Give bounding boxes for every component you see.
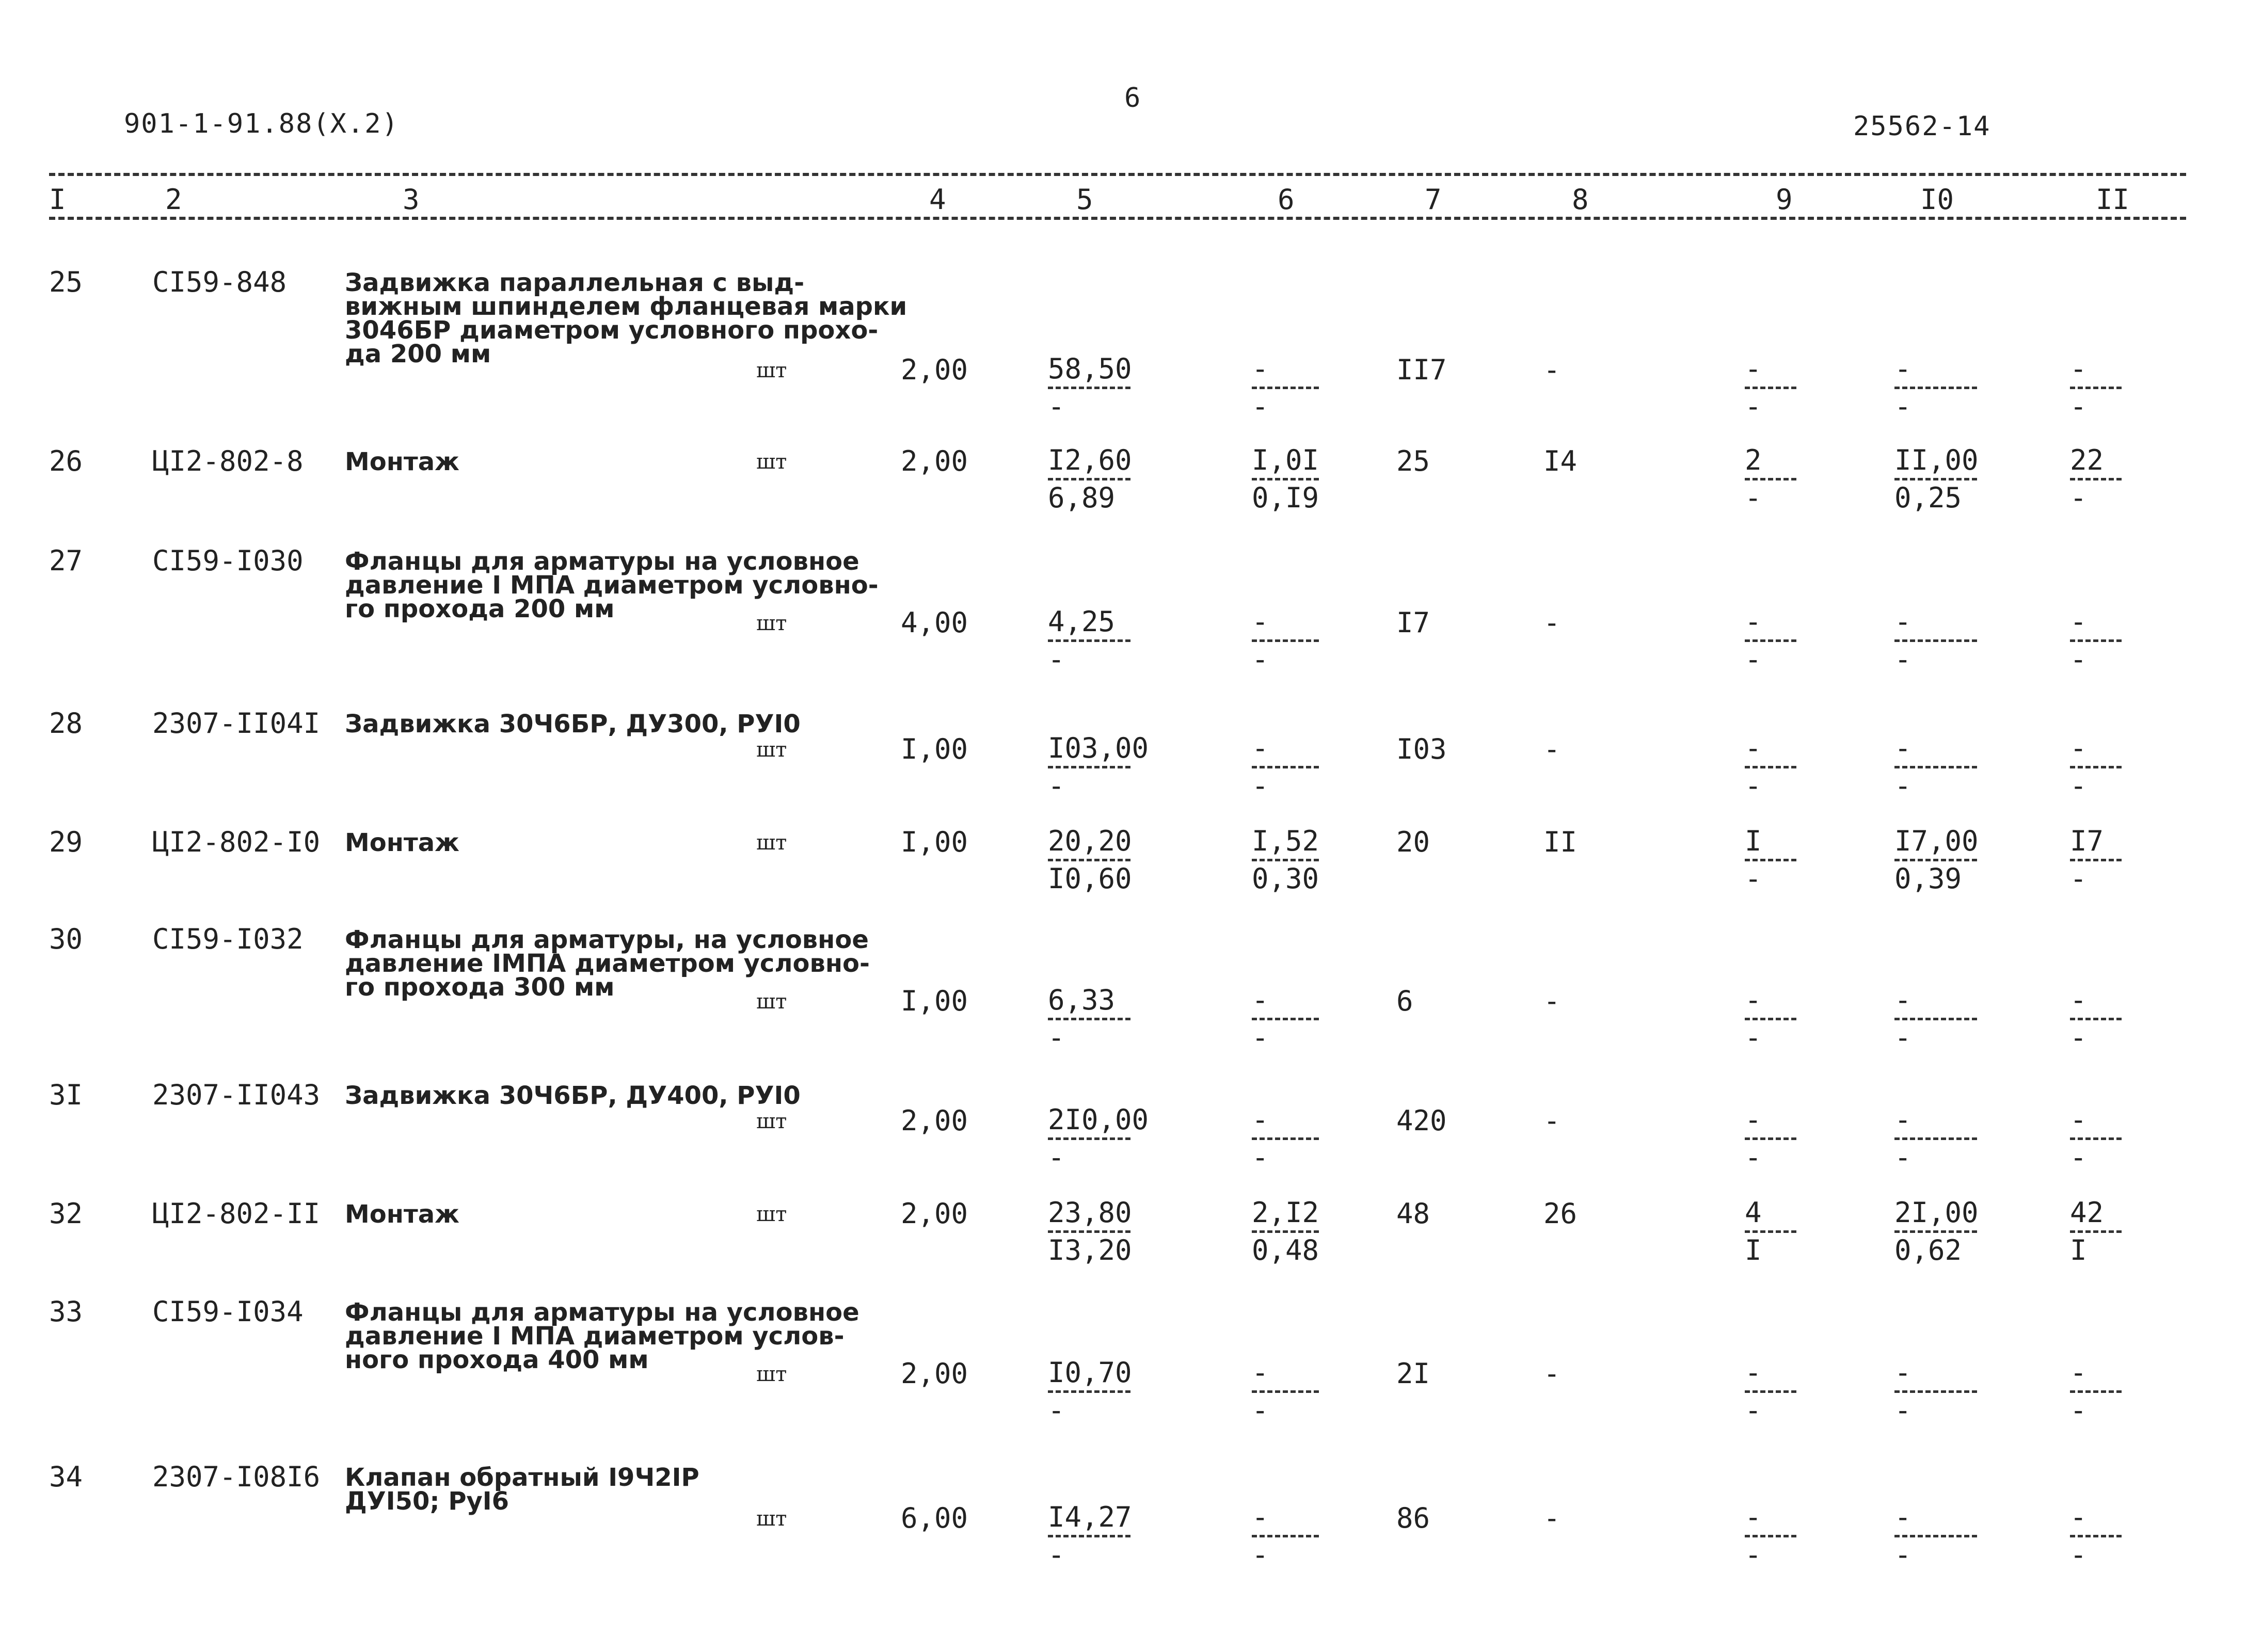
machine-cost	[1745, 1104, 1796, 1173]
labor-total-numerator: -	[2070, 1501, 2087, 1533]
row-number: 25	[49, 266, 83, 298]
total-wages: I4	[1543, 445, 1578, 477]
unit-wages	[1252, 354, 1319, 422]
quantity: 4,00	[901, 606, 968, 639]
column-header-10: I0	[1920, 183, 1954, 216]
unit-cost	[1048, 1197, 1130, 1266]
price-code: 2307-I08I6	[152, 1461, 321, 1493]
item-description: Задвижка 30Ч6БР, ДУ400, РУI0	[345, 1081, 801, 1110]
labor-total-fraction-bar	[2070, 387, 2122, 389]
header-bottom-rule	[49, 217, 2186, 220]
labor-unit-denominator: -	[1894, 1141, 1911, 1174]
unit-cost-denominator: -	[1048, 390, 1065, 423]
unit-cost-denominator: -	[1048, 643, 1065, 676]
unit: шт	[756, 1507, 787, 1531]
labor-total-numerator: -	[2070, 1356, 2087, 1389]
unit-cost-fraction-bar	[1048, 1018, 1130, 1020]
item-description: Задвижка 30Ч6БР, ДУ300, РУI0	[345, 710, 801, 739]
labor-total-fraction-bar	[2070, 1018, 2122, 1020]
total-wages: II	[1543, 826, 1578, 858]
unit-wages-fraction-bar	[1252, 478, 1319, 480]
machine-cost-numerator: -	[1745, 984, 1762, 1016]
quantity: I,00	[901, 733, 968, 765]
labor-unit-denominator: -	[1894, 1021, 1911, 1054]
labor-unit-fraction-bar	[1894, 478, 1977, 480]
labor-total-fraction-bar	[2070, 1390, 2122, 1393]
column-header-2: 2	[165, 183, 182, 216]
machine-cost-fraction-bar	[1745, 1390, 1796, 1393]
machine-cost-fraction-bar	[1745, 1018, 1796, 1020]
unit: шт	[756, 990, 787, 1014]
column-header-9: 9	[1776, 183, 1793, 216]
labor-total-numerator: -	[2070, 1103, 2087, 1136]
unit-wages-numerator: -	[1252, 732, 1269, 764]
unit-cost	[1048, 1103, 1149, 1174]
unit-cost-numerator: 6,33	[1048, 984, 1116, 1016]
unit-wages-fraction-bar	[1252, 1535, 1319, 1537]
unit-wages-numerator: -	[1252, 1103, 1269, 1136]
labor-total	[2070, 985, 2122, 1053]
unit-wages-denominator: -	[1252, 643, 1269, 676]
unit-wages-denominator: -	[1252, 1141, 1269, 1174]
total-wages: -	[1543, 1104, 1560, 1137]
machine-cost-fraction-bar	[1745, 478, 1796, 480]
unit-cost	[1048, 354, 1130, 422]
unit-cost-denominator: -	[1048, 769, 1065, 802]
unit-wages-numerator: I,0I	[1252, 444, 1319, 476]
unit-wages-numerator: -	[1252, 1356, 1269, 1389]
item-description: Фланцы для арматуры на условное давление I МПА диаметром условно- го прохода 200 мм	[345, 547, 879, 623]
unit-wages-denominator: -	[1252, 769, 1269, 802]
column-header-4: 4	[929, 183, 946, 216]
unit-wages-fraction-bar	[1252, 1137, 1319, 1140]
labor-total-denominator: -	[2070, 1021, 2087, 1054]
unit-wages-fraction-bar	[1252, 1018, 1319, 1020]
labor-total	[2070, 354, 2122, 422]
unit-wages-fraction-bar	[1252, 1230, 1319, 1233]
machine-cost-fraction-bar	[1745, 1535, 1796, 1537]
labor-unit-numerator: -	[1894, 1103, 1911, 1136]
total-cost: I03	[1396, 733, 1447, 765]
labor-unit	[1894, 1197, 1977, 1266]
machine-cost-denominator: -	[1745, 1141, 1762, 1174]
total-wages: -	[1543, 733, 1560, 765]
labor-unit-denominator: 0,25	[1894, 482, 1962, 514]
labor-unit-denominator: -	[1894, 390, 1911, 423]
unit-cost-fraction-bar	[1048, 1137, 1130, 1140]
unit-cost-numerator: I0,70	[1048, 1356, 1132, 1389]
labor-total-denominator: -	[2070, 1538, 2087, 1571]
unit-wages-numerator: -	[1252, 352, 1269, 385]
unit-cost-numerator: 4,25	[1048, 605, 1116, 638]
labor-total-fraction-bar	[2070, 766, 2122, 768]
labor-total-denominator: -	[2070, 1141, 2087, 1174]
unit-wages	[1252, 1357, 1319, 1426]
row-number: 32	[49, 1197, 83, 1230]
price-code: CI59-848	[152, 266, 287, 298]
labor-total-numerator: 42	[2070, 1196, 2104, 1229]
labor-unit-denominator: -	[1894, 769, 1911, 802]
machine-cost-numerator: -	[1745, 352, 1762, 385]
labor-total-numerator: -	[2070, 984, 2087, 1016]
labor-unit	[1894, 606, 1977, 675]
machine-cost-numerator: -	[1745, 605, 1762, 638]
machine-cost-denominator: -	[1745, 769, 1762, 802]
labor-unit-numerator: II,00	[1894, 444, 1979, 476]
labor-total	[2070, 826, 2122, 894]
machine-cost	[1745, 826, 1796, 894]
unit-wages	[1252, 1502, 1319, 1570]
total-wages: 26	[1543, 1197, 1578, 1230]
labor-total-numerator: -	[2070, 732, 2087, 764]
row-number: 27	[49, 544, 83, 577]
machine-cost-denominator: -	[1745, 1021, 1762, 1054]
header-top-rule	[49, 173, 2186, 176]
machine-cost-denominator: -	[1745, 1394, 1762, 1426]
labor-unit-numerator: 2I,00	[1894, 1196, 1979, 1229]
price-code: CI59-I032	[152, 923, 304, 955]
labor-unit-numerator: -	[1894, 1501, 1911, 1533]
unit-cost-denominator: 6,89	[1048, 482, 1116, 514]
row-number: 26	[49, 445, 83, 477]
machine-cost	[1745, 1357, 1796, 1426]
labor-unit-fraction-bar	[1894, 1018, 1977, 1020]
row-number: 29	[49, 826, 83, 858]
quantity: 2,00	[901, 354, 968, 386]
unit-wages-numerator: -	[1252, 1501, 1269, 1533]
unit-wages-denominator: 0,48	[1252, 1234, 1319, 1266]
machine-cost-fraction-bar	[1745, 387, 1796, 389]
total-cost: 86	[1396, 1502, 1430, 1534]
unit: шт	[756, 1362, 787, 1386]
labor-total	[2070, 445, 2122, 514]
unit-cost	[1048, 732, 1149, 802]
column-header-5: 5	[1076, 183, 1093, 216]
unit-cost-denominator: -	[1048, 1141, 1065, 1174]
labor-unit-fraction-bar	[1894, 639, 1977, 642]
unit-wages-numerator: -	[1252, 605, 1269, 638]
row-number: 33	[49, 1295, 83, 1328]
unit-cost	[1048, 826, 1130, 894]
labor-unit	[1894, 1104, 1977, 1173]
labor-unit	[1894, 1357, 1977, 1426]
unit-cost-numerator: I2,60	[1048, 444, 1132, 476]
unit: шт	[756, 359, 787, 382]
labor-unit	[1894, 1502, 1977, 1570]
price-code: 2307-II043	[152, 1079, 321, 1111]
total-cost: 420	[1396, 1104, 1447, 1137]
machine-cost-numerator: -	[1745, 1356, 1762, 1389]
total-cost: 6	[1396, 985, 1413, 1017]
quantity: 2,00	[901, 1357, 968, 1390]
labor-unit-fraction-bar	[1894, 1390, 1977, 1393]
machine-cost	[1745, 985, 1796, 1053]
labor-unit-fraction-bar	[1894, 1137, 1977, 1140]
row-number: 34	[49, 1461, 83, 1493]
labor-total	[2070, 733, 2122, 801]
item-description: Монтаж	[345, 828, 459, 857]
unit-wages-fraction-bar	[1252, 387, 1319, 389]
quantity: I,00	[901, 985, 968, 1017]
unit-cost-fraction-bar	[1048, 1230, 1130, 1233]
unit-cost-numerator: 2I0,00	[1048, 1103, 1149, 1136]
machine-cost	[1745, 354, 1796, 422]
item-description: Монтаж	[345, 447, 459, 476]
total-cost: II7	[1396, 354, 1447, 386]
labor-unit	[1894, 354, 1977, 422]
labor-unit-denominator: 0,39	[1894, 862, 1962, 895]
labor-total-numerator: 22	[2070, 444, 2104, 476]
unit-wages-fraction-bar	[1252, 766, 1319, 768]
unit-cost	[1048, 606, 1130, 675]
labor-unit-fraction-bar	[1894, 766, 1977, 768]
column-header-7: 7	[1425, 183, 1442, 216]
price-code: ЦI2-802-II	[152, 1197, 321, 1230]
labor-unit-fraction-bar	[1894, 859, 1977, 861]
unit-wages-denominator: -	[1252, 1021, 1269, 1054]
unit: шт	[756, 1110, 787, 1133]
unit-wages-denominator: 0,30	[1252, 862, 1319, 895]
machine-cost-numerator: 4	[1745, 1196, 1762, 1229]
unit-wages-denominator: 0,I9	[1252, 482, 1319, 514]
labor-total-numerator: -	[2070, 352, 2087, 385]
unit-cost	[1048, 445, 1130, 514]
unit: шт	[756, 612, 787, 635]
machine-cost	[1745, 606, 1796, 675]
unit-wages-numerator: 2,I2	[1252, 1196, 1319, 1229]
quantity: 6,00	[901, 1502, 968, 1534]
labor-total	[2070, 606, 2122, 675]
quantity: 2,00	[901, 1197, 968, 1230]
total-cost: 25	[1396, 445, 1430, 477]
machine-cost-numerator: -	[1745, 732, 1762, 764]
labor-total-denominator: -	[2070, 390, 2087, 423]
total-wages: -	[1543, 1502, 1560, 1534]
machine-cost-denominator: -	[1745, 1538, 1762, 1571]
item-description: Клапан обратный I9Ч2IР ДУI50; РуI6	[345, 1463, 699, 1516]
labor-total-fraction-bar	[2070, 1230, 2122, 1233]
unit: шт	[756, 450, 787, 474]
unit-cost-fraction-bar	[1048, 1535, 1130, 1537]
column-header-6: 6	[1278, 183, 1295, 216]
column-header-3: 3	[403, 183, 420, 216]
labor-unit-denominator: -	[1894, 643, 1911, 676]
machine-cost	[1745, 1502, 1796, 1570]
machine-cost-fraction-bar	[1745, 766, 1796, 768]
item-description: Фланцы для арматуры на условное давление I МПА диаметром услов- ного прохода 400 мм	[345, 1298, 859, 1374]
labor-total-fraction-bar	[2070, 1535, 2122, 1537]
unit-cost-denominator: I3,20	[1048, 1234, 1132, 1266]
machine-cost	[1745, 445, 1796, 514]
unit-wages-denominator: -	[1252, 390, 1269, 423]
labor-unit-numerator: I7,00	[1894, 825, 1979, 857]
labor-total-fraction-bar	[2070, 478, 2122, 480]
machine-cost-denominator: -	[1745, 482, 1762, 514]
row-number: 28	[49, 707, 83, 740]
unit-cost-numerator: 58,50	[1048, 352, 1132, 385]
labor-total-denominator: -	[2070, 643, 2087, 676]
labor-unit	[1894, 445, 1977, 514]
unit-wages-fraction-bar	[1252, 1390, 1319, 1393]
total-wages: -	[1543, 606, 1560, 639]
labor-unit-numerator: -	[1894, 605, 1911, 638]
quantity: 2,00	[901, 445, 968, 477]
machine-cost-fraction-bar	[1745, 1230, 1796, 1233]
unit: шт	[756, 738, 787, 762]
unit-wages-denominator: -	[1252, 1538, 1269, 1571]
price-code: CI59-I034	[152, 1295, 304, 1328]
column-header-8: 8	[1572, 183, 1589, 216]
labor-total-denominator: -	[2070, 862, 2087, 895]
unit-cost-denominator: -	[1048, 1394, 1065, 1426]
item-description: Монтаж	[345, 1200, 459, 1229]
unit-wages-numerator: I,52	[1252, 825, 1319, 857]
item-description: Задвижка параллельная с выд- вижным шпинделем фланцевая марки 3046БР диаметром условного прохо- да 200 мм	[345, 268, 907, 368]
column-header-1: I	[49, 183, 66, 216]
labor-total	[2070, 1502, 2122, 1570]
unit-cost-fraction-bar	[1048, 766, 1130, 768]
labor-unit-numerator: -	[1894, 352, 1911, 385]
labor-unit	[1894, 826, 1977, 894]
machine-cost-fraction-bar	[1745, 859, 1796, 861]
machine-cost-numerator: -	[1745, 1501, 1762, 1533]
total-wages: -	[1543, 985, 1560, 1017]
row-number: 3I	[49, 1079, 83, 1111]
item-description: Фланцы для арматуры, на условное давление IМПА диаметром условно- го прохода 300 мм	[345, 925, 870, 1002]
labor-unit-numerator: -	[1894, 984, 1911, 1016]
total-cost: 48	[1396, 1197, 1430, 1230]
labor-total-numerator: I7	[2070, 825, 2104, 857]
unit-cost-fraction-bar	[1048, 387, 1130, 389]
unit-cost	[1048, 1502, 1130, 1570]
document-code: 901-1-91.88(X.2)	[124, 108, 399, 139]
quantity: I,00	[901, 826, 968, 858]
labor-unit	[1894, 985, 1977, 1053]
labor-total-fraction-bar	[2070, 859, 2122, 861]
unit-wages-numerator: -	[1252, 984, 1269, 1016]
unit-wages	[1252, 445, 1319, 514]
machine-cost-denominator: -	[1745, 862, 1762, 895]
labor-total-denominator: -	[2070, 769, 2087, 802]
unit-wages	[1252, 733, 1319, 801]
unit-wages	[1252, 606, 1319, 675]
total-cost: 2I	[1396, 1357, 1430, 1390]
unit-cost	[1048, 985, 1130, 1053]
unit-cost-denominator: -	[1048, 1021, 1065, 1054]
labor-unit-fraction-bar	[1894, 1535, 1977, 1537]
unit-cost-fraction-bar	[1048, 1390, 1130, 1393]
unit-cost-numerator: 23,80	[1048, 1196, 1132, 1229]
total-cost: I7	[1396, 606, 1430, 639]
labor-total	[2070, 1357, 2122, 1426]
unit-cost-numerator: 20,20	[1048, 825, 1132, 857]
unit-wages	[1252, 826, 1319, 894]
row-number: 30	[49, 923, 83, 955]
labor-unit-denominator: -	[1894, 1538, 1911, 1571]
unit-wages-denominator: -	[1252, 1394, 1269, 1426]
unit-cost-numerator: I4,27	[1048, 1501, 1132, 1533]
machine-cost	[1745, 1197, 1796, 1266]
labor-total-denominator: -	[2070, 1394, 2087, 1426]
labor-total-fraction-bar	[2070, 1137, 2122, 1140]
machine-cost-denominator: I	[1745, 1234, 1762, 1266]
unit-cost-denominator: -	[1048, 1538, 1065, 1571]
unit-wages-fraction-bar	[1252, 859, 1319, 861]
total-wages: -	[1543, 1357, 1560, 1390]
labor-unit-numerator: -	[1894, 732, 1911, 764]
machine-cost-denominator: -	[1745, 643, 1762, 676]
unit-cost-fraction-bar	[1048, 478, 1130, 480]
machine-cost-numerator: 2	[1745, 444, 1762, 476]
total-wages: -	[1543, 354, 1560, 386]
unit: шт	[756, 1202, 787, 1226]
machine-cost-fraction-bar	[1745, 639, 1796, 642]
price-code: ЦI2-802-I0	[152, 826, 321, 858]
price-code: ЦI2-802-8	[152, 445, 304, 477]
labor-total-numerator: -	[2070, 605, 2087, 638]
quantity: 2,00	[901, 1104, 968, 1137]
unit: шт	[756, 831, 787, 855]
labor-total-denominator: I	[2070, 1234, 2087, 1266]
machine-cost-numerator: I	[1745, 825, 1762, 857]
unit-cost-numerator: I03,00	[1048, 732, 1149, 764]
unit-wages	[1252, 1104, 1319, 1173]
machine-cost-fraction-bar	[1745, 1137, 1796, 1140]
labor-unit-numerator: -	[1894, 1356, 1911, 1389]
unit-cost-denominator: I0,60	[1048, 862, 1132, 895]
unit-cost	[1048, 1357, 1130, 1426]
price-code: CI59-I030	[152, 544, 304, 577]
labor-total-fraction-bar	[2070, 639, 2122, 642]
labor-unit-fraction-bar	[1894, 387, 1977, 389]
price-code: 2307-II04I	[152, 707, 321, 740]
machine-cost	[1745, 733, 1796, 801]
total-cost: 20	[1396, 826, 1430, 858]
labor-total-denominator: -	[2070, 482, 2087, 514]
machine-cost-numerator: -	[1745, 1103, 1762, 1136]
labor-total	[2070, 1197, 2122, 1266]
labor-unit-denominator: 0,62	[1894, 1234, 1962, 1266]
labor-total	[2070, 1104, 2122, 1173]
sheet-code: 25562-14	[1853, 111, 1991, 142]
machine-cost-denominator: -	[1745, 390, 1762, 423]
unit-wages	[1252, 1197, 1319, 1266]
page-number: 6	[1124, 83, 1142, 114]
labor-unit-denominator: -	[1894, 1394, 1911, 1426]
labor-unit-fraction-bar	[1894, 1230, 1977, 1233]
unit-cost-fraction-bar	[1048, 639, 1130, 642]
labor-unit	[1894, 733, 1977, 801]
unit-wages-fraction-bar	[1252, 639, 1319, 642]
unit-cost-fraction-bar	[1048, 859, 1130, 861]
unit-wages	[1252, 985, 1319, 1053]
column-header-11: II	[2096, 183, 2130, 216]
